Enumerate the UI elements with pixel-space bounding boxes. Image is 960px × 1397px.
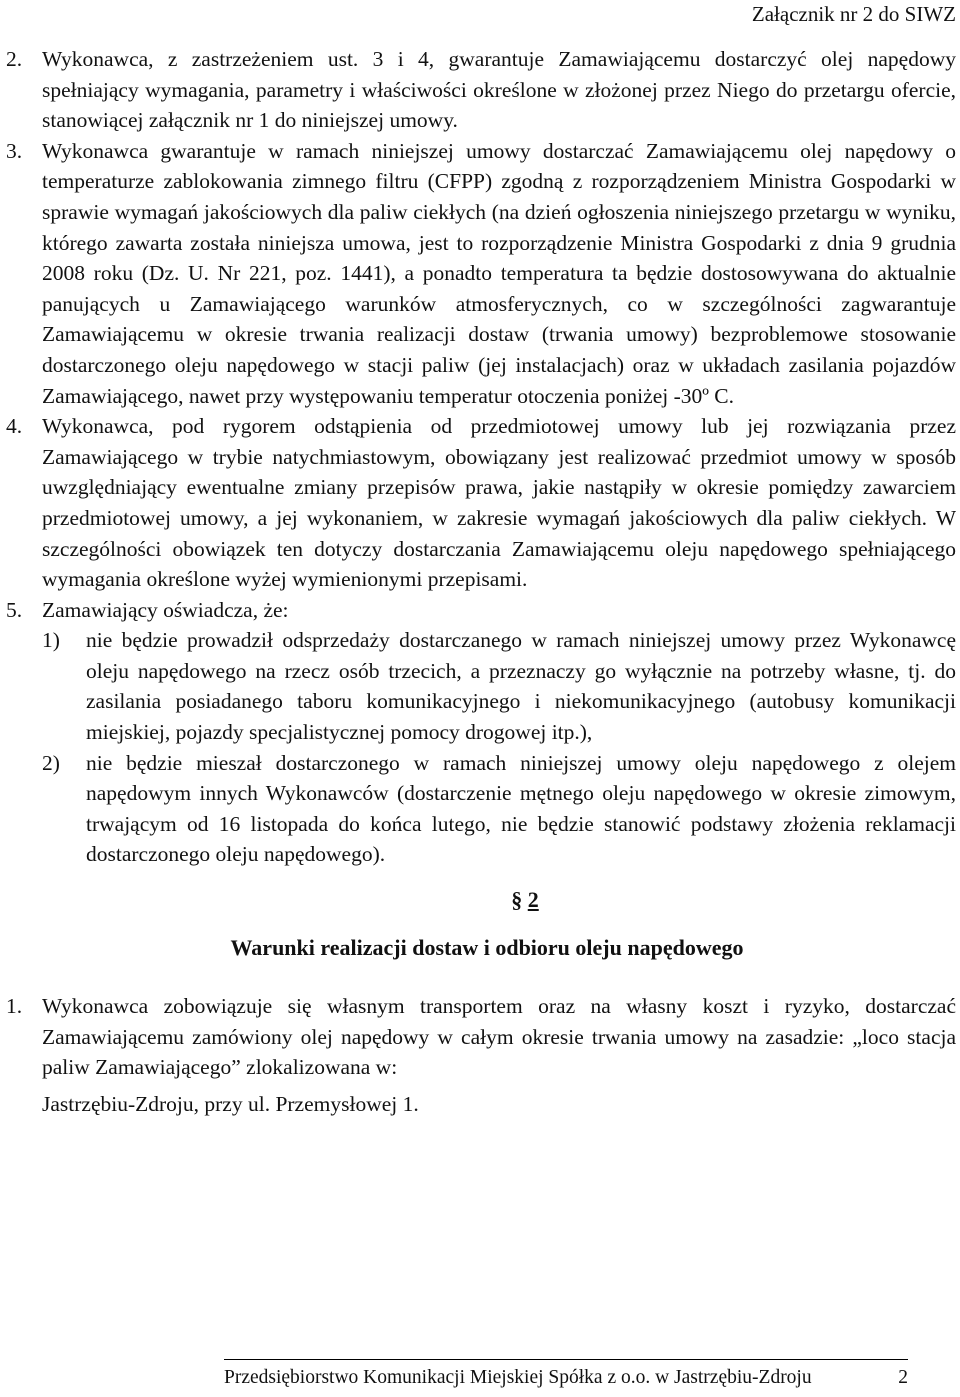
paragraph-2 <box>6 44 956 136</box>
attachment-header: Załącznik nr 2 do SIWZ <box>751 2 956 26</box>
section-title: Warunki realizacji dostaw i odbioru oleju napędowego <box>230 935 744 961</box>
sub-item-2 <box>6 748 956 870</box>
paragraph-number: 2. <box>6 47 23 71</box>
section2-paragraph-1 <box>6 991 956 1083</box>
location-line: Jastrzębiu-Zdroju, przy ul. Przemysłowej 1. <box>42 1091 419 1116</box>
sub-item-text: nie będzie mieszał dostarczonego w ramach niniejszej umowy oleju napędowego z olejem napędowym innych Wykonawców (dostarczenie mętnego oleju napędowego w okresie zimowym, trwającym od 16 listopada do końca lutego, nie będzie stanowić podstawy złożenia reklamacji dostarczonego oleju napędowego). <box>86 750 956 867</box>
sub-item-number: 1) <box>42 628 60 653</box>
paragraph-text: Zamawiający oświadcza, że: <box>42 597 289 622</box>
document-body <box>6 44 956 1119</box>
paragraph-4 <box>6 411 956 595</box>
sub-item-1 <box>6 625 956 747</box>
sub-item-text: nie będzie prowadził odsprzedaży dostarczanego w ramach niniejszej umowy przez Wykonawcę oleju napędowego na rzecz osób trzecich, a przeznaczy go wyłącznie na potrzeby własne, tj. do zasilania posiadanego taboru komunikacyjnego i niekomunikacyjnego (autobusy komunikacji miejskiej, pojazdy specjalistycznej pomocy drogowej itp.), <box>86 628 956 745</box>
page-number: 2 <box>898 1367 908 1388</box>
paragraph-text: Wykonawca gwarantuje w ramach niniejszej umowy dostarczać Zamawiającemu olej napędowy o temperaturze zablokowania zimnego filtru (CFPP) zgodną z rozporządzeniem Ministra Gospodarki w sprawie wymagań jakościowych dla paliw ciekłych (na dzień ogłoszenia niniejszego przetargu w wyniku, którego zawarta została niniejsza umowa, jest to rozporządzenie Ministra Gospodarki z dnia 9 grudnia 2008 roku (Dz. U. Nr 221, poz. 1441), a ponadto temperatura ta będzie dostosowywana do aktualnie panujących u Zamawiającego warunków atmosferycznych, co w szczególności zagwarantuje Zamawiającemu w okresie trwania realizacji dostaw (trwania umowy) bezproblemowe stosowanie dostarczonego oleju napędowego w stacji paliw (jej instalacjach) oraz w układach zasilania pojazdów Zamawiającego, nawet przy występowaniu temperatur otoczenia poniżej -30º C. <box>42 138 956 408</box>
paragraph-3 <box>6 136 956 411</box>
paragraph-number: 5. <box>6 597 23 622</box>
section-symbol: § <box>511 887 523 913</box>
paragraph-text: Wykonawca zobowiązuje się własnym transportem oraz na własny koszt i ryzyko, dostarczać Zamawiającemu zamówiony olej napędowy w całym okresie trwania umowy na zasadzie: „loco stacja paliw Zamawiającego” zlokalizowana w: <box>42 994 956 1080</box>
page-footer <box>224 1359 908 1391</box>
section-number: 2 <box>527 887 539 913</box>
footer-company: Przedsiębiorstwo Komunikacji Miejskiej Spółka z o.o. w Jastrzębiu-Zdroju <box>224 1367 812 1388</box>
sub-item-number: 2) <box>42 750 60 775</box>
paragraph-number: 3. <box>6 138 23 163</box>
paragraph-number: 1. <box>6 994 23 1019</box>
paragraph-number: 4. <box>6 414 23 439</box>
paragraph-text: Wykonawca, z zastrzeżeniem ust. 3 i 4, gwarantuje Zamawiającemu dostarczyć olej napędowy spełniający wymagania, parametry i właściwości określone w złożonej przez Niego do przetargu ofercie, stanowiącej załącznik nr 1 do niniejszej umowy. <box>42 47 956 133</box>
section-heading <box>6 885 956 915</box>
paragraph-text: Wykonawca, pod rygorem odstąpienia od przedmiotowej umowy lub jej rozwiązania przez Zamawiającego w trybie natychmiastowym, obowiązany jest realizować przedmiot umowy w sposób uwzględniający ewentualne zmiany przepisów prawa, jakie nastąpiły w okresie pomiędzy zawarciem przedmiotowej umowy, a jej wykonaniem, w zakresie wymagań jakościowych dla paliw ciekłych. W szczególności obowiązek ten dotyczy dostarczania Zamawiającemu oleju napędowego spełniającego wymagania określone wyżej wymienionymi przepisami. <box>42 414 956 592</box>
paragraph-5 <box>6 595 956 626</box>
